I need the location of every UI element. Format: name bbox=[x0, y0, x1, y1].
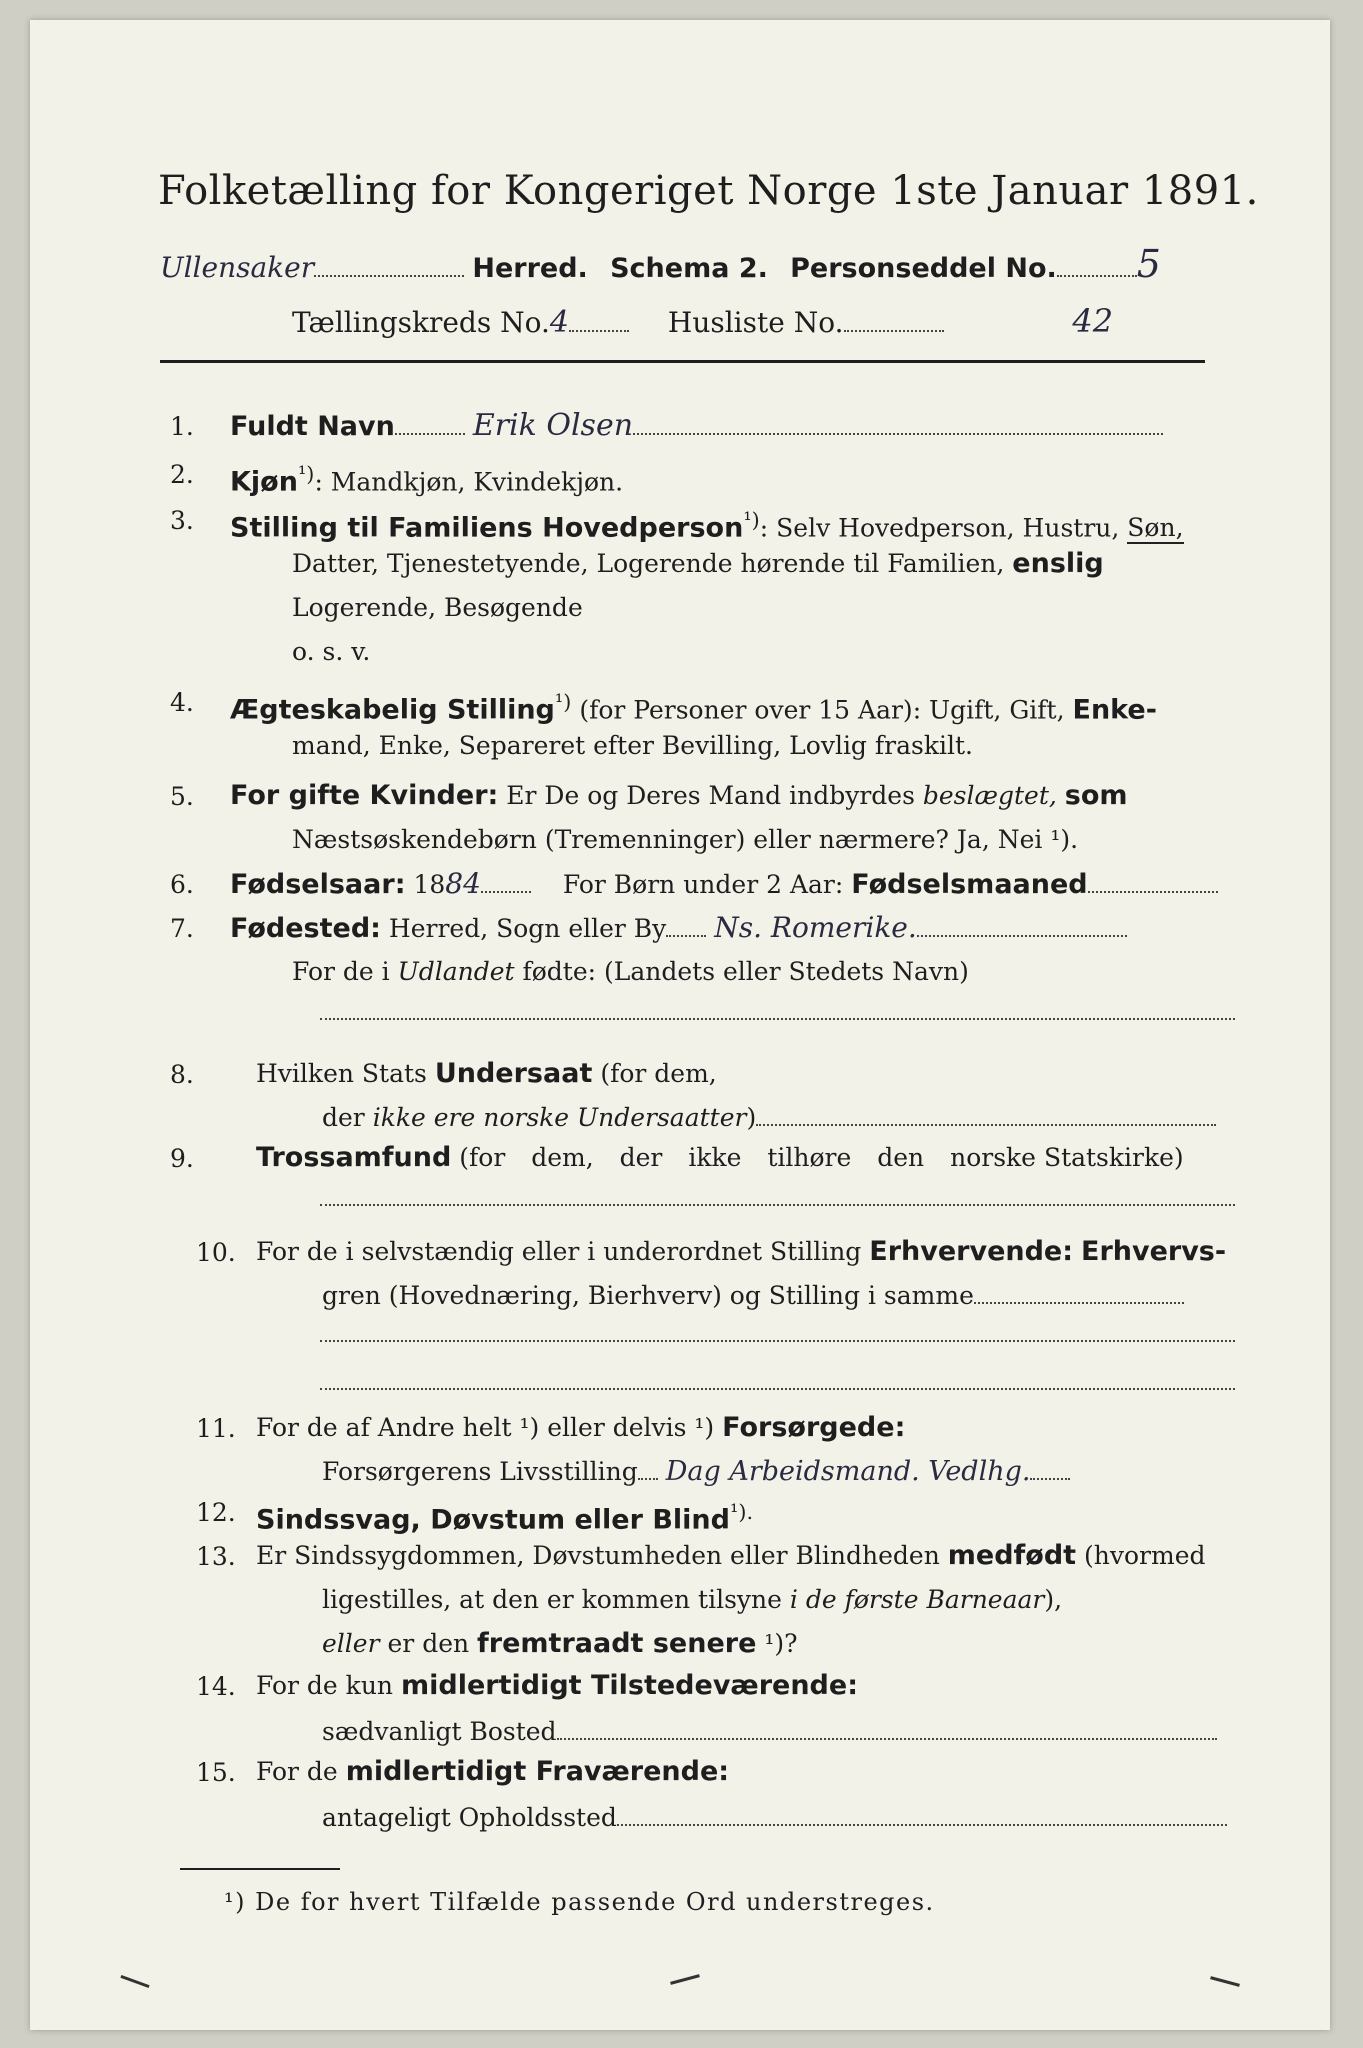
q13-line1 bbox=[256, 1534, 1206, 1578]
q6-row bbox=[230, 862, 1218, 907]
q14-bold: midlertidigt Tilstedeværende: bbox=[400, 1670, 858, 1701]
q9-line1 bbox=[256, 1136, 1184, 1180]
q14-line2-text: sædvanligt Bosted bbox=[322, 1717, 557, 1746]
q13-text1b: (hvormed bbox=[1084, 1541, 1206, 1570]
q11-dots-a bbox=[638, 1456, 658, 1480]
q14-number: 14. bbox=[196, 1672, 236, 1701]
q13-line3c: ¹)? bbox=[764, 1629, 798, 1658]
q3-text1: : Selv Hovedperson, Hustru, bbox=[759, 513, 1120, 543]
q9-text: (for dem, der ikke tilhøre den norske bbox=[459, 1143, 1036, 1172]
q1-row bbox=[230, 404, 1163, 449]
schema-label: Schema 2. bbox=[610, 253, 768, 284]
q8-line2b: ikke ere norske Undersaatter bbox=[372, 1103, 747, 1132]
q12-number: 12. bbox=[196, 1498, 236, 1527]
q2-number: 2. bbox=[170, 460, 194, 489]
personseddel-dots bbox=[1057, 253, 1137, 277]
q15-bold: midlertidigt Fraværende: bbox=[345, 1756, 730, 1787]
q7-line2a: For de i bbox=[292, 957, 390, 986]
q15-line2-text: antageligt Opholdssted bbox=[322, 1803, 617, 1832]
q1-dots-a bbox=[395, 411, 465, 435]
q5-number: 5. bbox=[170, 782, 194, 811]
q10-blank-line-1 bbox=[320, 1318, 1235, 1346]
q1-label: Fuldt Navn bbox=[230, 411, 395, 442]
q4-sup: ¹) bbox=[554, 690, 572, 714]
q7-dots-b bbox=[917, 913, 1127, 937]
q14-line1a: For de kun bbox=[256, 1671, 394, 1700]
q15-dots bbox=[617, 1802, 1227, 1826]
q10-erhvervende: Erhvervende: bbox=[869, 1236, 1074, 1267]
q11-text1: For de af Andre helt ¹) eller delvis ¹) bbox=[256, 1413, 715, 1442]
q6-dots-a bbox=[481, 869, 531, 893]
q5-som: som bbox=[1064, 780, 1128, 811]
q5-line1 bbox=[230, 774, 1128, 818]
footnote-rule bbox=[180, 1868, 340, 1870]
q11-dots-b bbox=[1030, 1456, 1070, 1480]
q8-line1 bbox=[256, 1052, 717, 1096]
q8-line2a: der bbox=[322, 1103, 365, 1132]
q13-medfodt: medfødt bbox=[947, 1540, 1077, 1571]
q13-line2a: ligestilles, at den er kommen tilsyne bbox=[322, 1585, 782, 1614]
q7-line1 bbox=[230, 906, 1127, 951]
margin-mark-center bbox=[670, 1974, 700, 1985]
q6-label: Fødselsaar: bbox=[230, 869, 406, 900]
personseddel-value: 5 bbox=[1136, 242, 1161, 286]
q4-line2: mand, Enke, Separeret efter Bevilling, Lovlig fraskilt. bbox=[292, 731, 973, 760]
q9-statskirke: Statskirke) bbox=[1043, 1143, 1184, 1172]
q5-beslaegtet: beslægtet, bbox=[922, 781, 1057, 810]
q11-line2-text: Forsørgerens Livsstilling bbox=[322, 1457, 638, 1486]
q7-text: Herred, Sogn eller By bbox=[388, 914, 667, 943]
q9-number: 9. bbox=[170, 1144, 194, 1173]
q4-number: 4. bbox=[170, 688, 194, 717]
kreds-value: 4 bbox=[549, 305, 569, 340]
q14-dots bbox=[557, 1716, 1217, 1740]
q13-line3 bbox=[322, 1622, 798, 1666]
q11-number: 11. bbox=[196, 1414, 236, 1443]
q8-dots bbox=[756, 1102, 1216, 1126]
q10-line2-text: gren (Hovednæring, Bierhverv) og Stilling i samme bbox=[322, 1281, 974, 1310]
q11-line1 bbox=[256, 1406, 905, 1450]
q8-line2c: ) bbox=[746, 1103, 757, 1132]
q1-answer: Erik Olsen bbox=[472, 408, 634, 443]
q10-line2 bbox=[322, 1274, 1184, 1318]
q7-dots-a bbox=[666, 913, 706, 937]
q3-sup: ¹) bbox=[743, 508, 760, 532]
q6-year-prefix: 18 bbox=[413, 870, 446, 899]
q4-label: Ægteskabelig Stilling bbox=[230, 694, 555, 726]
q7-label: Fødested: bbox=[230, 913, 381, 944]
kreds-dots bbox=[569, 308, 629, 332]
q10-dots bbox=[974, 1280, 1184, 1304]
q2-sup: ¹) bbox=[297, 462, 315, 486]
q4-enke: Enke- bbox=[1072, 694, 1157, 726]
q3-line3: Logerende, Besøgende bbox=[292, 593, 583, 622]
husliste-value: 42 bbox=[1072, 302, 1114, 340]
q3-line4: o. s. v. bbox=[292, 637, 371, 666]
q15-number: 15. bbox=[196, 1758, 236, 1787]
q11-answer: Dag Arbeidsmand. Vedlhg. bbox=[665, 1456, 1031, 1487]
q5-label: For gifte Kvinder: bbox=[230, 780, 499, 811]
q13-fremtraadt: fremtraadt senere bbox=[477, 1628, 757, 1659]
q7-answer: Ns. Romerike. bbox=[714, 911, 917, 944]
census-form bbox=[30, 20, 1330, 2030]
q5-text1: Er De og Deres Mand indbyrdes bbox=[506, 781, 915, 810]
q2-label: Kjøn bbox=[230, 466, 298, 498]
q7-line2b: fødte: (Landets eller Stedets Navn) bbox=[522, 957, 969, 986]
q8-undersaat: Undersaat bbox=[434, 1058, 593, 1089]
margin-mark-left bbox=[120, 1975, 149, 1988]
q14-line2 bbox=[322, 1710, 1217, 1754]
q6-text: For Børn under 2 Aar: bbox=[562, 870, 844, 899]
q7-udlandet: Udlandet bbox=[397, 957, 515, 986]
q6-number: 6. bbox=[170, 870, 194, 899]
q15-line2 bbox=[322, 1796, 1227, 1840]
herred-label: Herred. bbox=[472, 253, 588, 284]
q13-text1: Er Sindssygdommen, Døvstumheden eller Blindheden bbox=[256, 1541, 940, 1570]
q13-line3b: er den bbox=[387, 1629, 470, 1658]
personseddel-label: Personseddel No. bbox=[790, 253, 1057, 284]
q11-forsorgede: Forsørgede: bbox=[722, 1412, 906, 1443]
kreds-label: Tællingskreds No. bbox=[292, 306, 550, 339]
q15-line1 bbox=[256, 1750, 729, 1794]
q3-enslig: enslig bbox=[1012, 548, 1104, 579]
q9-blank-line bbox=[320, 1182, 1235, 1210]
q4-text1: (for Personer over 15 Aar): Ugift, Gift, bbox=[579, 695, 1065, 725]
q10-number: 10. bbox=[196, 1238, 236, 1267]
q7-number: 7. bbox=[170, 914, 194, 943]
herred-dots bbox=[314, 253, 464, 277]
q7-blank-line bbox=[320, 996, 1235, 1024]
q13-line2 bbox=[322, 1578, 1062, 1622]
q9-label: Trossamfund bbox=[256, 1142, 452, 1173]
q13-line3a: eller bbox=[322, 1629, 380, 1658]
q8-number: 8. bbox=[170, 1060, 194, 1089]
q6-maaned: Fødselsmaaned bbox=[851, 869, 1088, 900]
footnote: ¹) De for hvert Tilfælde passende Ord understreges. bbox=[224, 1888, 935, 1916]
margin-mark-right bbox=[1210, 1976, 1240, 1987]
q7-line2 bbox=[292, 950, 969, 994]
q3-line2-text: Datter, Tjenestetyende, Logerende hørende til Familien, bbox=[292, 549, 1005, 578]
husliste-label: Husliste No. bbox=[667, 306, 844, 339]
q10-erhvervs: Erhvervs- bbox=[1081, 1236, 1227, 1267]
q2-text: : Mandkjøn, Kvindekjøn. bbox=[314, 467, 624, 497]
q8-line1a: Hvilken Stats bbox=[256, 1059, 427, 1088]
q3-line2 bbox=[292, 542, 1104, 586]
husliste-dots bbox=[844, 308, 944, 332]
q3-label: Stilling til Familiens Hovedperson bbox=[230, 512, 744, 544]
q12-sup: ¹). bbox=[729, 1500, 754, 1524]
q1-dots-b bbox=[633, 411, 1163, 435]
q8-line2 bbox=[322, 1096, 1216, 1140]
q6-dots-b bbox=[1088, 869, 1218, 893]
q10-blank-line-2 bbox=[320, 1366, 1235, 1394]
q12-label: Sindssvag, Døvstum eller Blind bbox=[256, 1504, 730, 1536]
q10-text1: For de i selvstændig eller i underordnet Stilling bbox=[256, 1237, 862, 1266]
q1-number: 1. bbox=[170, 412, 194, 441]
q11-line2 bbox=[322, 1450, 1070, 1494]
q5-line2: Næstsøskendebørn (Tremenninger) eller nærmere? Ja, Nei ¹). bbox=[292, 825, 1079, 854]
q10-line1 bbox=[256, 1230, 1226, 1274]
q6-year-value: 84 bbox=[445, 867, 481, 900]
q13-number: 13. bbox=[196, 1542, 236, 1571]
header-rule bbox=[160, 360, 1205, 363]
q15-line1a: For de bbox=[256, 1757, 338, 1786]
form-title: Folketælling for Kongeriget Norge 1ste Januar 1891. bbox=[158, 168, 1259, 214]
q3-son: Søn, bbox=[1127, 513, 1184, 543]
q8-line1b: (for dem, bbox=[600, 1059, 717, 1088]
kreds-row bbox=[292, 302, 1113, 340]
herred-row bbox=[160, 242, 1161, 286]
herred-value: Ullensaker bbox=[160, 251, 315, 284]
q13-line2b: i de første Barneaar bbox=[789, 1585, 1045, 1614]
q2-row bbox=[230, 452, 623, 504]
q14-line1 bbox=[256, 1664, 858, 1708]
q3-number: 3. bbox=[170, 506, 194, 535]
q13-line2c: ), bbox=[1044, 1585, 1063, 1614]
